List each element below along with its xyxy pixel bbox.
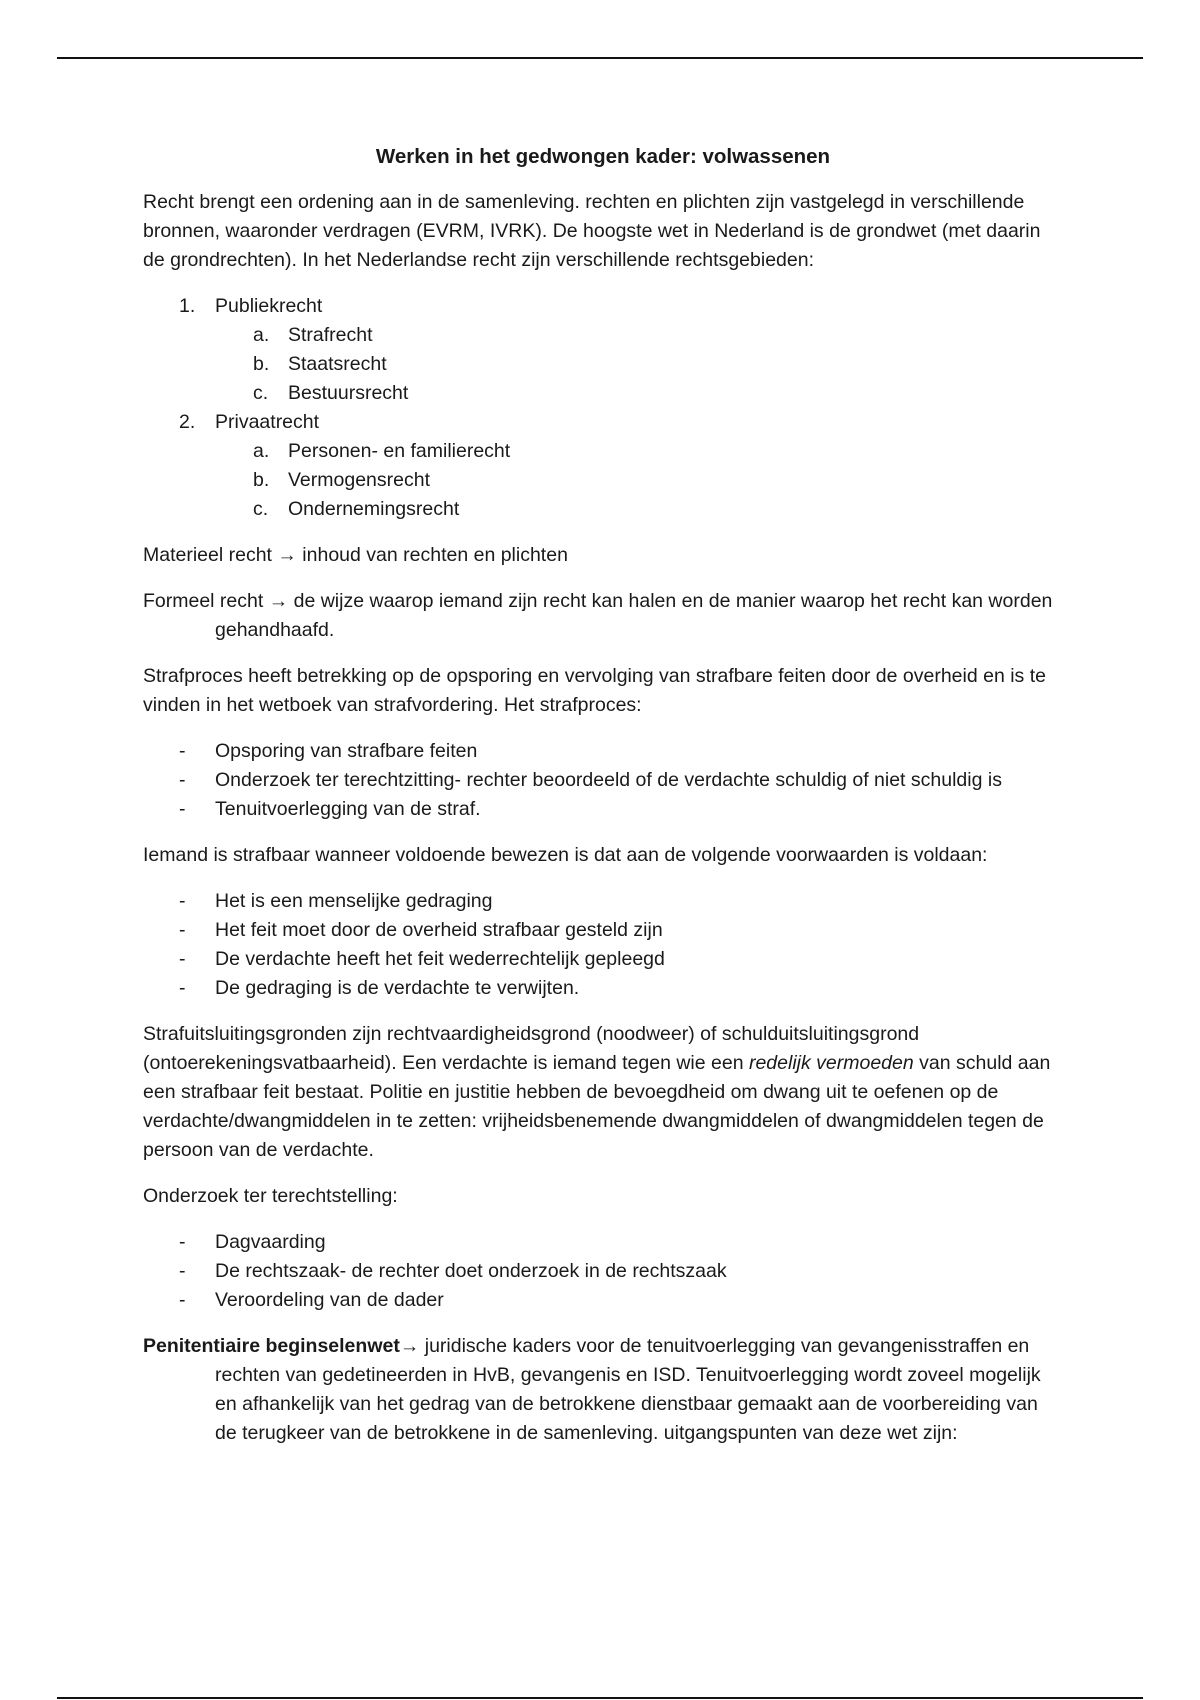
onderzoek-list <box>143 1228 1063 1315</box>
list-item <box>143 1257 1063 1286</box>
list-item <box>143 887 1063 916</box>
intro-paragraph: Recht brengt een ordening aan in de samenleving. rechten en plichten zijn vastgelegd in verschillende bronnen, waaronder verdragen (EVRM, IVRK). De hoogste wet in Nederland is de grondwet (met daarin de grondrechten). In het Nederlandse recht zijn verschillende rechtsgebieden: <box>143 191 1041 271</box>
document-title: Werken in het gedwongen kader: volwassenen <box>375 145 831 168</box>
list-item-label: Veroordeling van de dader <box>215 1289 444 1311</box>
list-item-label: Staatsrecht <box>288 353 387 375</box>
list-item <box>143 1228 1063 1257</box>
list-marker: a. <box>253 440 270 462</box>
penitentiaire-paragraph <box>143 1332 1063 1448</box>
list-item-label: Privaatrecht <box>215 411 320 433</box>
dash-marker: - <box>179 1289 186 1311</box>
list-marker: 1. <box>179 295 196 317</box>
law-areas-list <box>143 292 1063 524</box>
list-marker: c. <box>253 382 269 404</box>
dash-marker: - <box>179 1260 186 1282</box>
list-item-label: Onderzoek ter terechtzitting- rechter beoordeeld of de verdachte schuldig of niet schuldig is <box>215 769 1002 791</box>
dash-marker: - <box>179 740 186 762</box>
header-rule <box>57 57 1143 59</box>
strafuitsluiting-paragraph <box>143 1020 1063 1165</box>
text-segment: van schuld aan een strafbaar feit bestaat. Politie en justitie hebben de bevoegdheid om dwang uit te oefenen op de verdachte/dwangmiddelen in te zetten: vrijheidsbenemende dwangmiddelen of dwangmiddelen tegen de persoon van de verdachte. <box>143 1052 1051 1161</box>
list-item-label: Ondernemingsrecht <box>288 498 460 520</box>
dash-marker: - <box>179 919 186 941</box>
list-marker: b. <box>253 353 270 375</box>
bold-term: Penitentiaire beginselenwet→ <box>143 1335 420 1357</box>
list-item <box>143 292 1063 408</box>
list-marker: 2. <box>179 411 196 433</box>
list-item <box>143 379 1063 408</box>
list-item-label: Dagvaarding <box>215 1231 326 1253</box>
onderzoek-paragraph: Onderzoek ter terechtstelling: <box>143 1185 398 1207</box>
list-item <box>143 1286 1063 1315</box>
list-item <box>143 437 1063 466</box>
list-item-label: Bestuursrecht <box>288 382 409 404</box>
list-item-label: Het is een menselijke gedraging <box>215 890 493 912</box>
dash-marker: - <box>179 1231 186 1253</box>
list-marker: c. <box>253 498 269 520</box>
list-item-label: Tenuitvoerlegging van de straf. <box>215 798 481 820</box>
sub-list <box>215 437 1063 524</box>
list-item <box>143 408 1063 524</box>
text-segment: Strafuitsluitingsgronden zijn rechtvaardigheidsgrond (noodweer) of schulduitsluitingsgrond (ontoerekeningsvatbaarheid). Een verdachte is iemand tegen wie een <box>143 1023 920 1074</box>
strafproces-list <box>143 737 1063 824</box>
footer-rule <box>57 1697 1143 1699</box>
dash-marker: - <box>179 798 186 820</box>
list-marker: a. <box>253 324 270 346</box>
list-item <box>143 795 1063 824</box>
list-item <box>143 766 1063 795</box>
list-item <box>143 737 1063 766</box>
text-segment: juridische kaders voor de tenuitvoerlegging van gevangenisstraffen en rechten van gedetineerden in HvB, gevangenis en ISD. Tenuitvoerlegging wordt zoveel mogelijk en afhankelijk van het gedrag van de betrokkene dienstbaar gemaakt aan de voorbereiding van de terugkeer van de betrokkene in de samenleving. uitgangspunten van deze wet zijn: <box>215 1335 1041 1444</box>
sub-list <box>215 321 1063 408</box>
list-item <box>143 466 1063 495</box>
document-page <box>143 142 1063 1465</box>
list-item-label: Personen- en familierecht <box>288 440 511 462</box>
list-item <box>143 974 1063 1003</box>
dash-marker: - <box>179 948 186 970</box>
list-item-label: Vermogensrecht <box>288 469 430 491</box>
formeel-recht-paragraph: Formeel recht → de wijze waarop iemand zijn recht kan halen en de manier waarop het recht kan worden gehandhaafd. <box>143 590 1053 641</box>
strafproces-paragraph: Strafproces heeft betrekking op de opsporing en vervolging van strafbare feiten door de overheid en is te vinden in het wetboek van strafvordering. Het strafproces: <box>143 665 1046 716</box>
list-item-label: Publiekrecht <box>215 295 323 317</box>
list-item-label: De rechtszaak- de rechter doet onderzoek in de rechtszaak <box>215 1260 727 1282</box>
list-item-label: De verdachte heeft het feit wederrechtelijk gepleegd <box>215 948 665 970</box>
list-marker: b. <box>253 469 270 491</box>
dash-marker: - <box>179 977 186 999</box>
list-item <box>143 495 1063 524</box>
strafbaar-list <box>143 887 1063 1003</box>
list-item <box>143 321 1063 350</box>
dash-marker: - <box>179 769 186 791</box>
list-item <box>143 945 1063 974</box>
materieel-recht-paragraph: Materieel recht → inhoud van rechten en plichten <box>143 544 568 566</box>
list-item <box>143 350 1063 379</box>
dash-marker: - <box>179 890 186 912</box>
list-item-label: Strafrecht <box>288 324 373 346</box>
italic-term: redelijk vermoeden <box>748 1052 914 1074</box>
list-item-label: Opsporing van strafbare feiten <box>215 740 478 762</box>
list-item-label: Het feit moet door de overheid strafbaar gesteld zijn <box>215 919 663 941</box>
list-item <box>143 916 1063 945</box>
strafbaar-paragraph: Iemand is strafbaar wanneer voldoende bewezen is dat aan de volgende voorwaarden is voldaan: <box>143 844 988 866</box>
list-item-label: De gedraging is de verdachte te verwijten. <box>215 977 580 999</box>
